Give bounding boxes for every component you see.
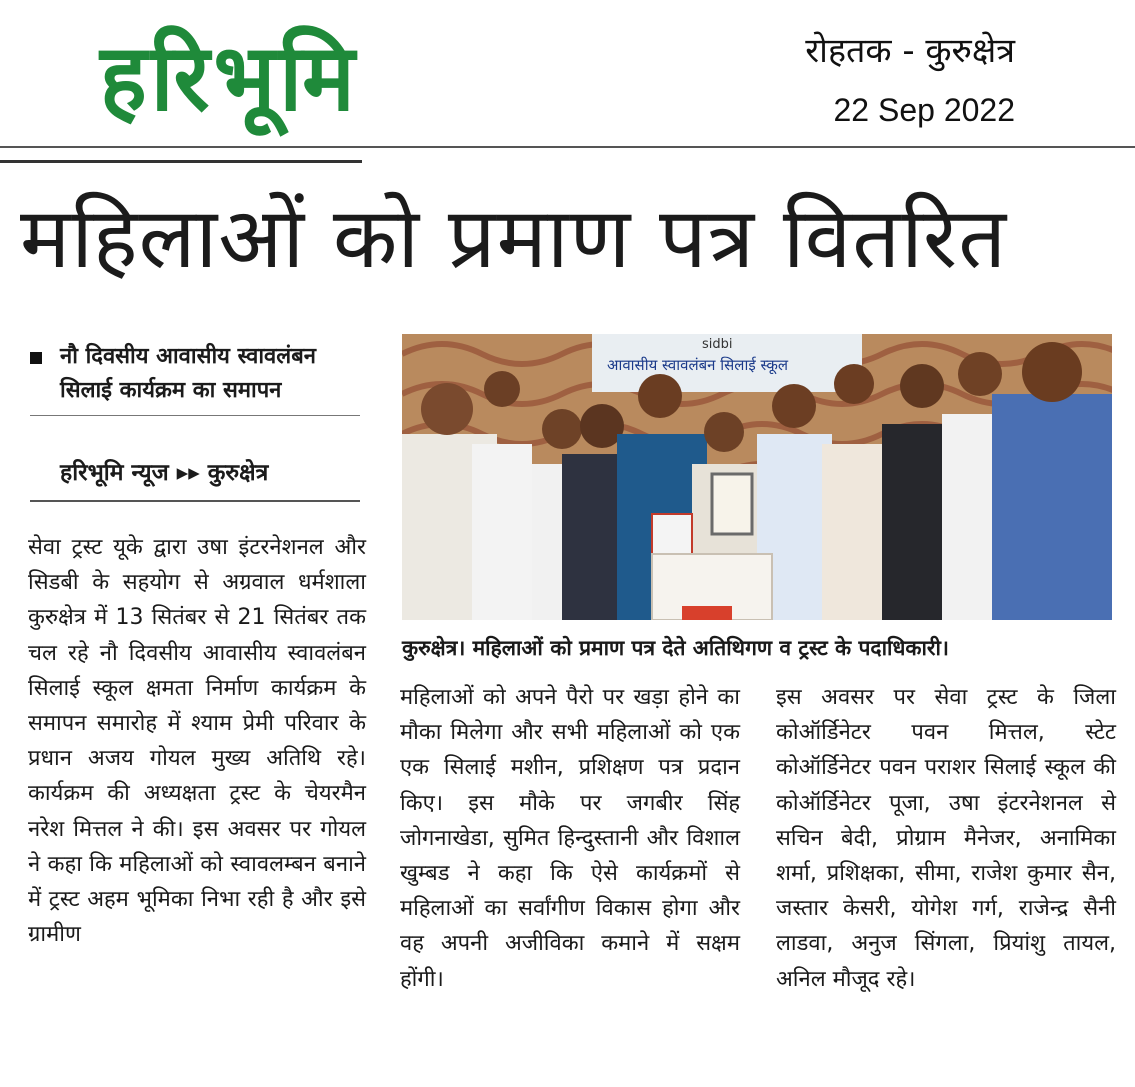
article-column-1: सेवा ट्रस्ट यूके द्वारा उषा इंटरनेशनल और सिडबी के सहयोग से अग्रवाल धर्मशाला कुरुक्षेत्र में 13 सितंबर से 21 सितंबर तक चल रहे नौ दिवसीय आवासीय स्वावलंबन सिलाई स्कूल क्षमता निर्माण कार्यक्रम के समापन समारोह में श्याम प्रेमी परिवार के प्रधान अजय गोयल मुख्य अतिथि रहे। कार्यक्रम की अध्यक्षता ट्रस्ट के चेयरमैन नरेश मित्तल ने की। इस अवसर पर गोयल ने कहा कि महिलाओं को स्वावलम्बन बनाने में ट्रस्ट अहम भूमिका निभा रही है और इसे ग्रामीण xyxy=(28,535,366,948)
article-column-2: महिलाओं को अपने पैरो पर खड़ा होने का मौका मिलेगा और सभी महिलाओं को एक एक सिलाई मशीन, प्रशिक्षण पत्र प्रदान किए। इस मौके पर जगबीर सिंह जोगनाखेडा, सुमित हिन्दुस्तानी और विशाल खुम्बड ने कहा कि ऐसे कार्यक्रमों से महिलाओं का सर्वांगीण विकास होगा और वह अपनी अजीविका कमाने में सक्षम होंगी। xyxy=(400,685,740,992)
masthead xyxy=(0,0,1135,148)
edition-name: रोहतक - कुरुक्षेत्र xyxy=(805,31,1015,71)
article-headline: महिलाओं को प्रमाण पत्र वितरित xyxy=(20,189,1008,287)
headline-top-rule xyxy=(0,160,362,163)
article-column-3: इस अवसर पर सेवा ट्रस्ट के जिला कोऑर्डिनेटर पवन मित्तल, स्टेट कोऑर्डिनेटर पवन पराशर सिलाई स्कूल की कोऑर्डिनेटर पूजा, उषा इंटरनेशनल से सचिन बेदी, प्रोग्राम मैनेजर, अनामिका शर्मा, प्रशिक्षका, सीमा, राजेश कुमार सैन, जस्तार केसरी, योगेश गर्ग, राजेन्द्र सैनी लाडवा, अनुज सिंगला, प्रियांशु तायल, अनिल मौजूद रहे। xyxy=(776,685,1116,992)
square-bullet-icon xyxy=(30,352,42,364)
banner-logo-text: sidbi xyxy=(702,337,733,352)
subhead-text: नौ दिवसीय आवासीय स्वावलंबन सिलाई कार्यक्रम का समापन xyxy=(60,344,316,403)
subhead-divider xyxy=(30,415,360,416)
article-subhead xyxy=(30,340,360,408)
article-byline: हरिभूमि न्यूज ▸▸ कुरुक्षेत्र xyxy=(60,460,269,486)
photo-caption: कुरुक्षेत्र। महिलाओं को प्रमाण पत्र देते अतिथिगण व ट्रस्ट के पदाधिकारी। xyxy=(402,636,949,660)
newspaper-logo: हरिभूमि xyxy=(100,23,359,132)
masthead-divider xyxy=(0,146,1135,148)
banner-text: आवासीय स्वावलंबन सिलाई स्कूल xyxy=(607,356,789,374)
article-photo xyxy=(402,334,1112,620)
byline-divider xyxy=(30,500,360,502)
publication-date: 22 Sep 2022 xyxy=(833,92,1015,128)
